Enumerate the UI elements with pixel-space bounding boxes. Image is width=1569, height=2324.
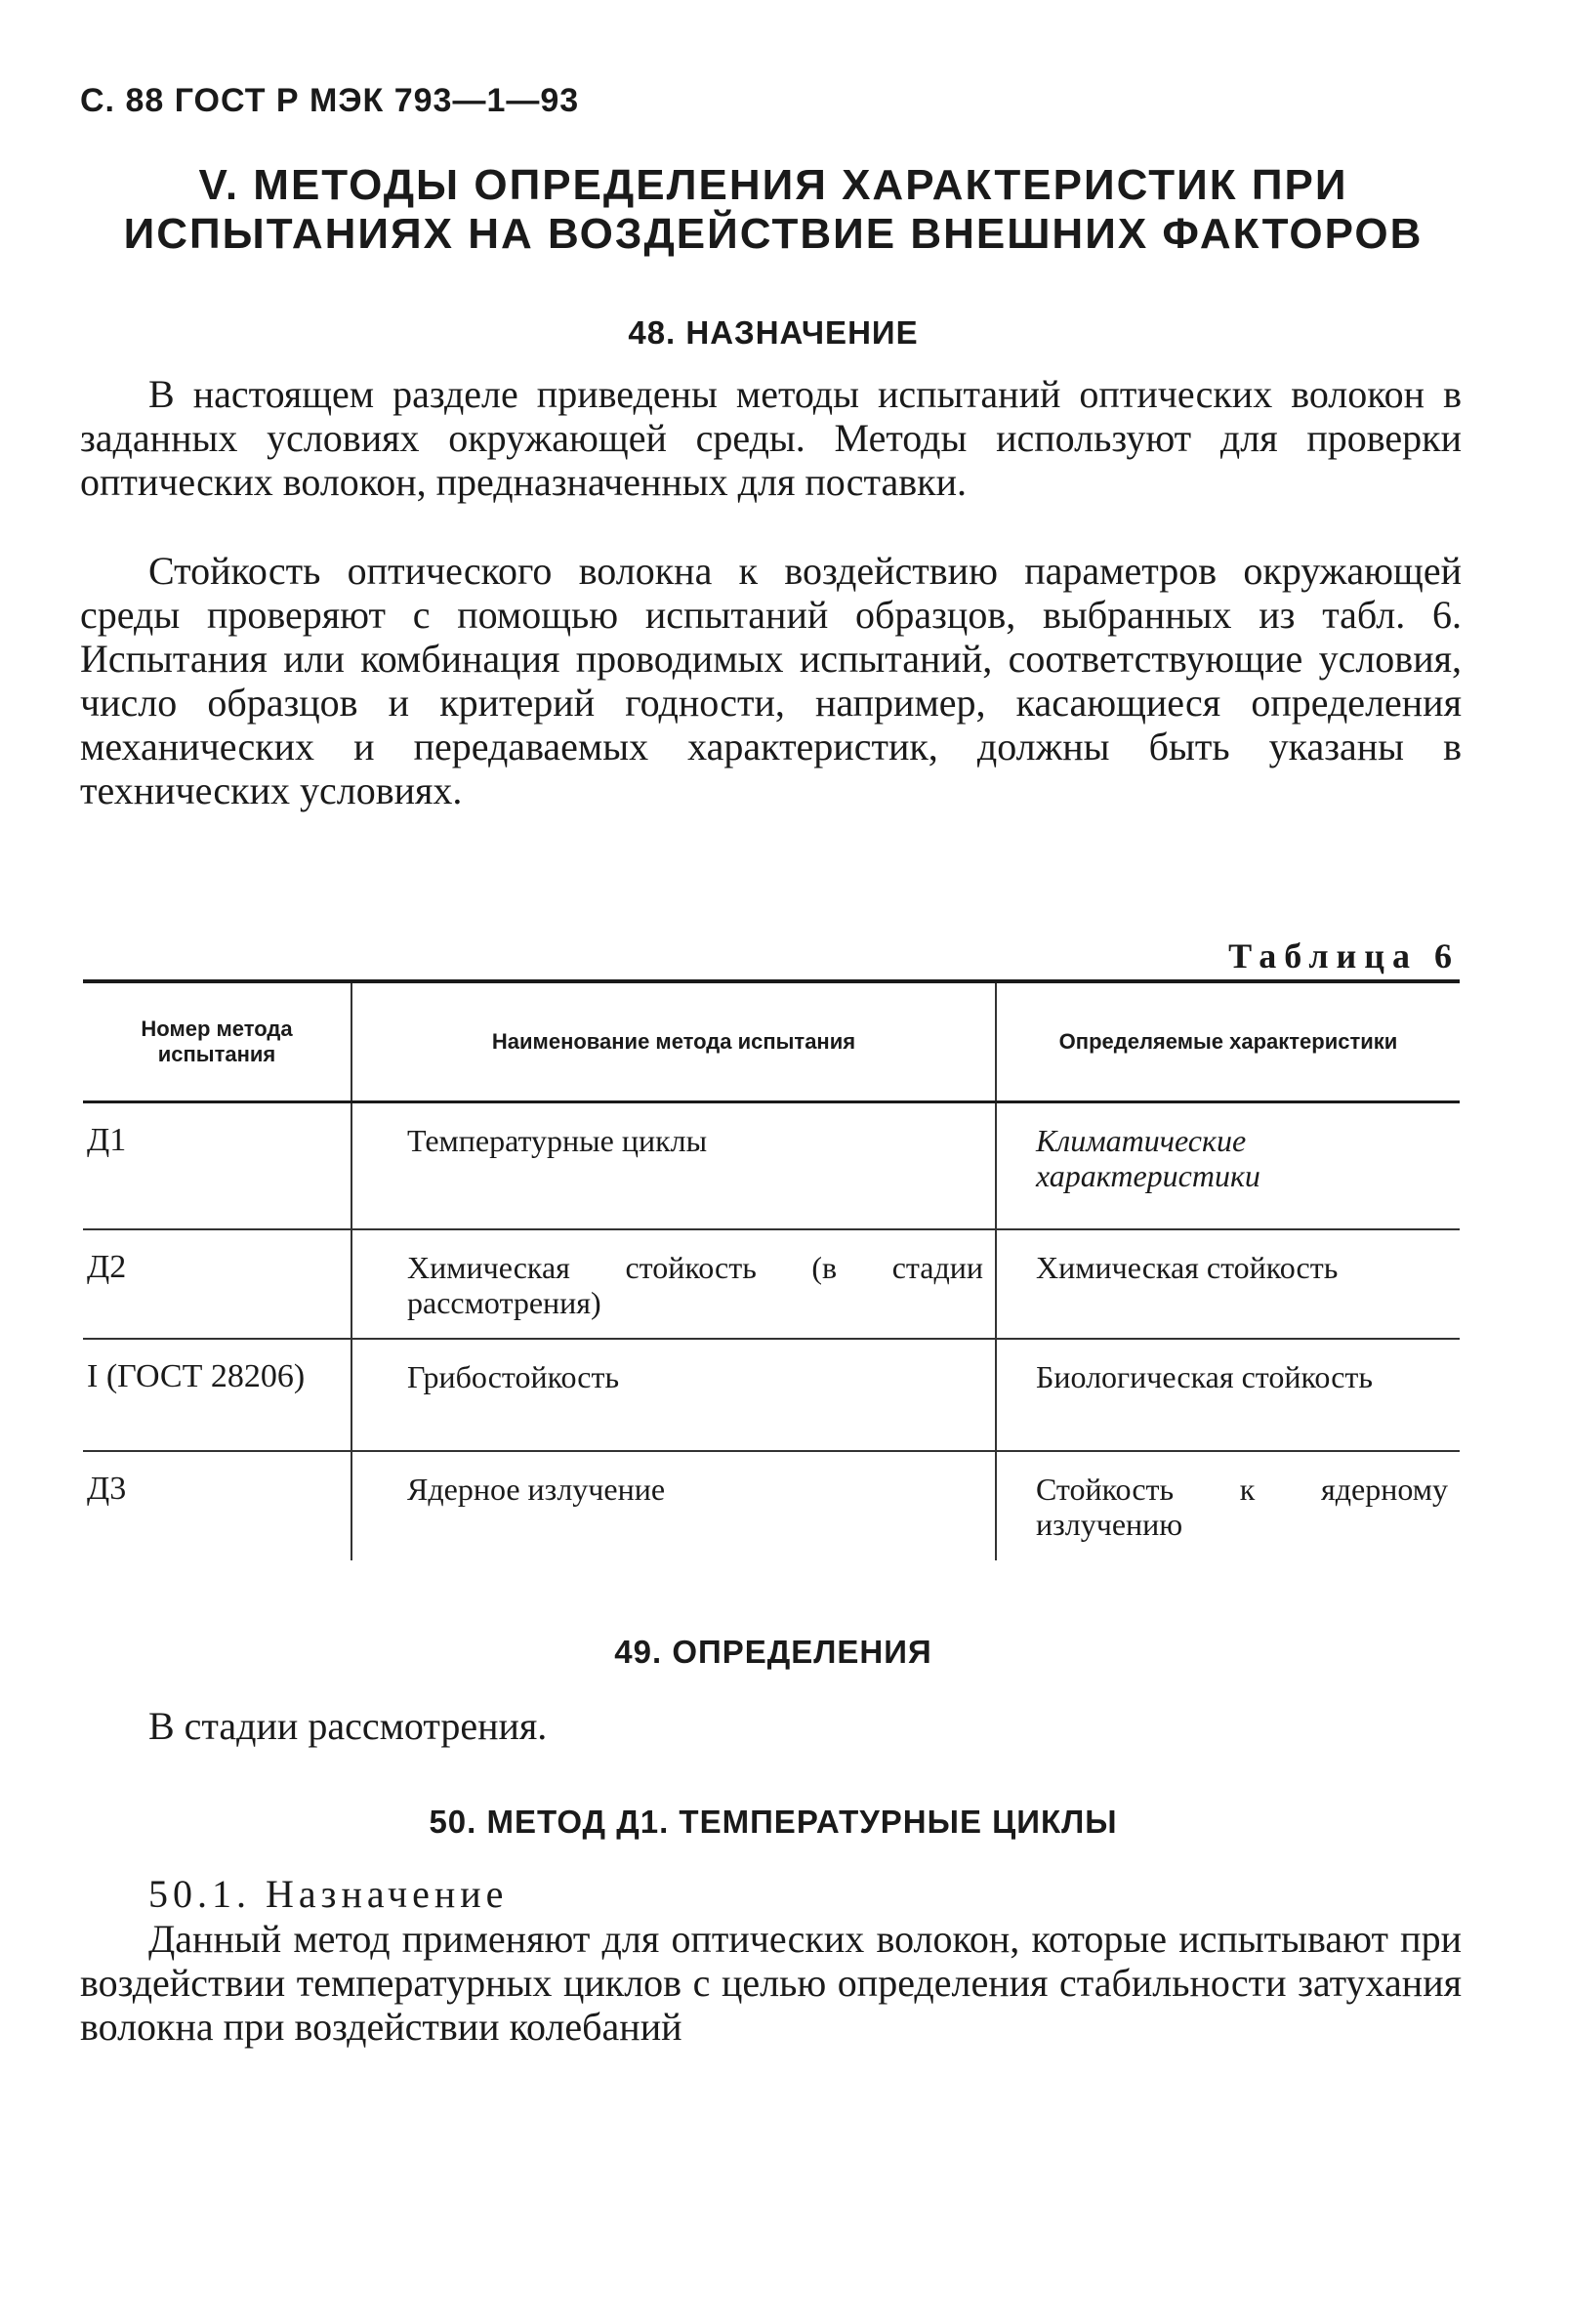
table-header-characteristics: Определяемые характеристики (996, 981, 1460, 1102)
table-row (83, 1102, 1460, 1229)
chapter-title-line-2: ИСПЫТАНИЯХ НА ВОЗДЕЙСТВИЕ ВНЕШНИХ ФАКТОРОВ (123, 210, 1424, 258)
table-cell-method-name: Ядерное излучение (351, 1451, 996, 1560)
running-head: С. 88 ГОСТ Р МЭК 793—1—93 (80, 82, 580, 119)
table-cell-characteristics: Химическая стойкость (996, 1229, 1460, 1339)
table-cell-characteristics: Стойкость к ядерному излучению (1036, 1471, 1448, 1542)
table-caption: Таблица 6 (1228, 936, 1460, 975)
chapter-title-line-1: V. МЕТОДЫ ОПРЕДЕЛЕНИЯ ХАРАКТЕРИСТИК ПРИ (198, 161, 1348, 209)
table-header-row (83, 981, 1460, 1102)
table-cell-method-number: Д3 (87, 1470, 127, 1507)
section-49-heading: 49. ОПРЕДЕЛЕНИЯ (614, 1634, 932, 1670)
table-row (83, 1339, 1460, 1451)
section-48-paragraph-2: Стойкость оптического волокна к воздействию параметров окружающей среды проверяют с помощью испытаний образцов, выбранных из табл. 6. Испытания или комбинация проводимых испытаний, соответствующие условия, число образцов и критерий годности, например, касающиеся определения механических и передаваемых характеристик, должны быть указаны в технических условиях. (80, 549, 1462, 812)
section-49-text: В стадии рассмотрения. (148, 1704, 548, 1748)
table-row (83, 1451, 1460, 1560)
table-6 (83, 979, 1460, 1560)
section-48-heading: 48. НАЗНАЧЕНИЕ (628, 314, 919, 351)
section-50-text: Данный метод применяют для оптических волокон, которые испытывают при воздействии температурных циклов с целью определения стабильности затухания волокна при воздействии колебаний (80, 1917, 1462, 2049)
table-cell-method-number: Д2 (83, 1229, 351, 1339)
table-header-method-name: Наименование метода испытания (351, 981, 996, 1102)
table-row (83, 1229, 1460, 1339)
table-header-method-number: Номер метода испытания (83, 981, 351, 1102)
table-cell-method-number: Д1 (83, 1102, 351, 1229)
table-cell-method-name: Грибостойкость (351, 1339, 996, 1451)
table-cell-method-name: Химическая стойкость (в стадии рассмотрения) (351, 1229, 996, 1339)
table-cell-method-name: Температурные циклы (351, 1102, 996, 1229)
table-cell-method-number: I (ГОСТ 28206) (83, 1339, 351, 1451)
section-50-subheading: 50.1. Назначение (148, 1872, 509, 1916)
section-48-paragraph-1: В настоящем разделе приведены методы испытаний оптических волокон в заданных условиях окружающей среды. Методы используют для проверки оптических волокон, предназначенных для поставки. (80, 372, 1462, 504)
table-cell-characteristics: Климатические характеристики (996, 1102, 1460, 1229)
table-cell-characteristics: Биологическая стойкость (996, 1339, 1460, 1451)
section-50-heading: 50. МЕТОД Д1. ТЕМПЕРАТУРНЫЕ ЦИКЛЫ (429, 1804, 1118, 1840)
chapter-title (80, 161, 1466, 259)
